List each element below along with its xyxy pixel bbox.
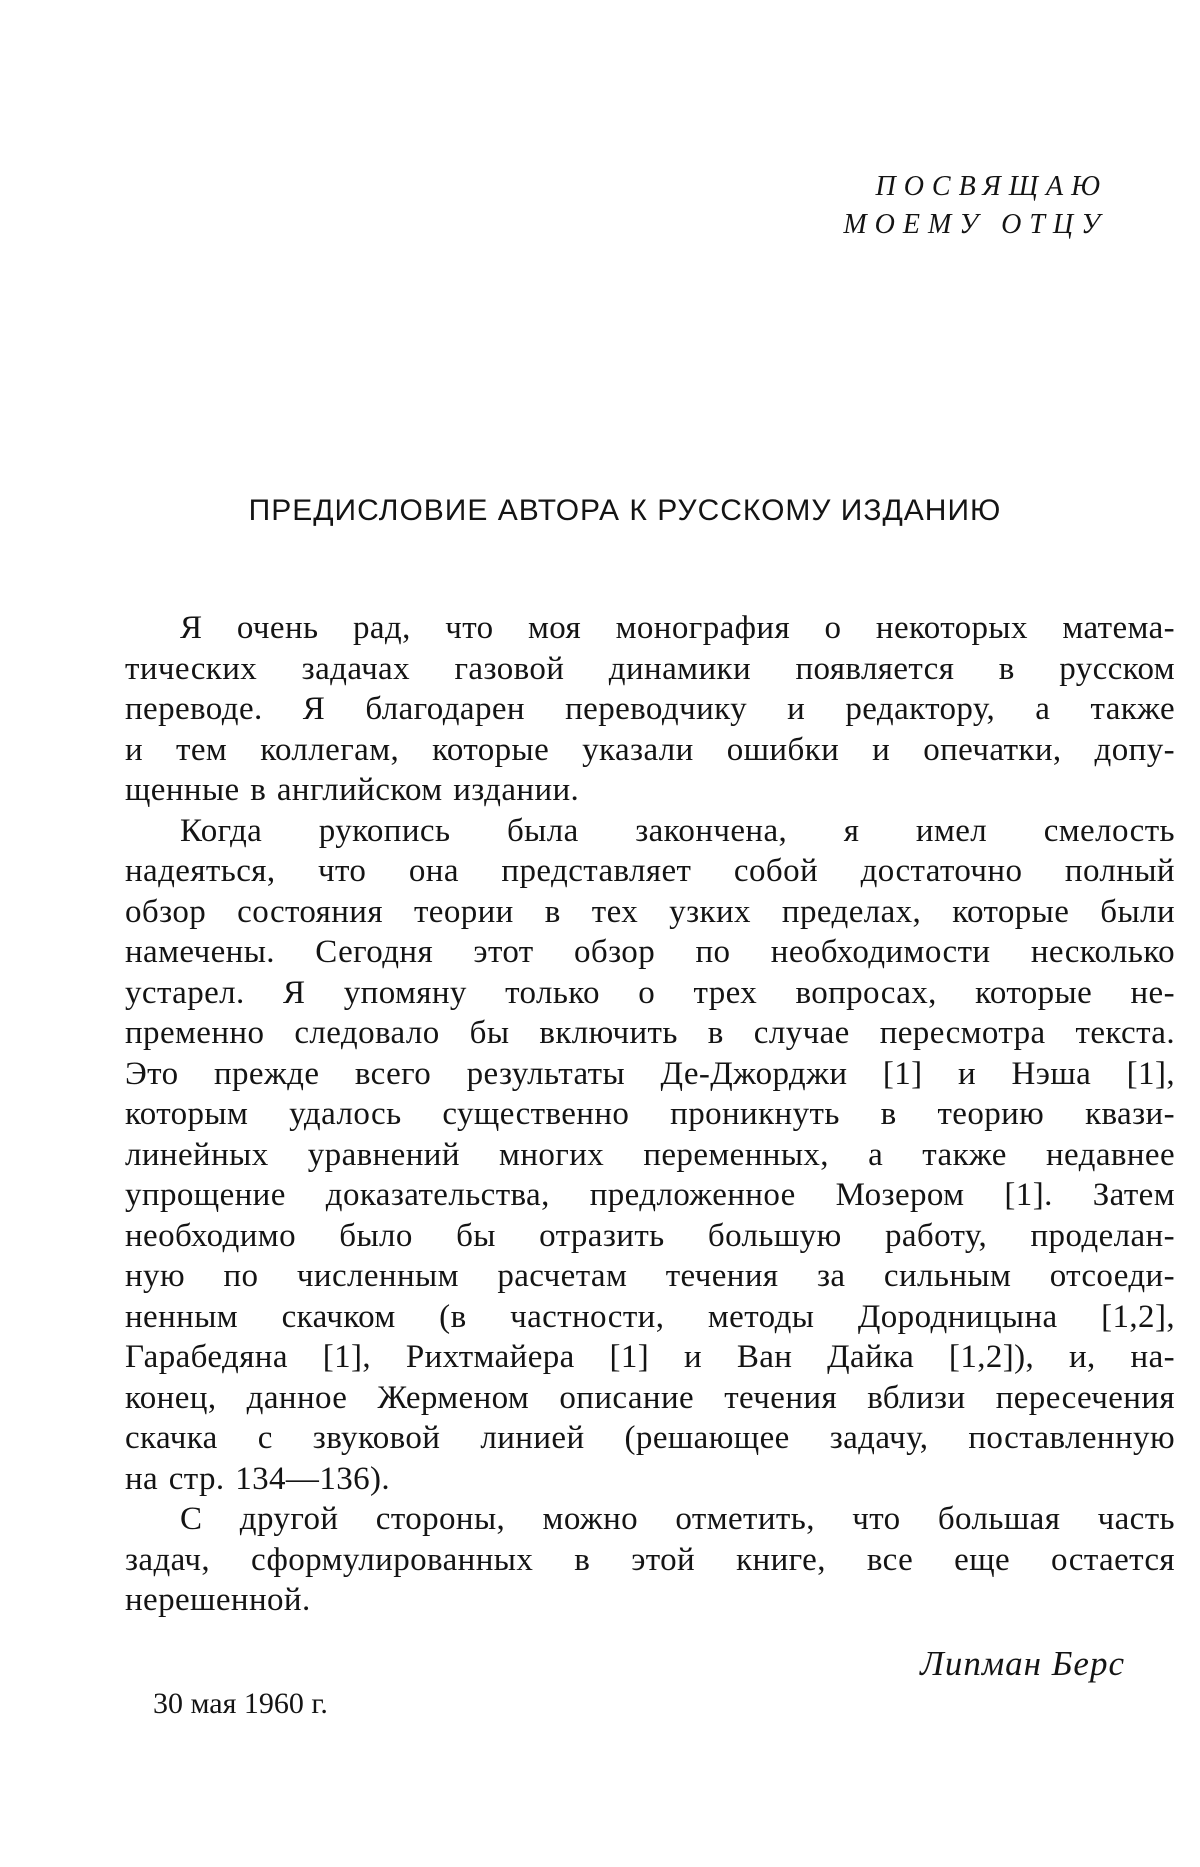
author-signature: Липман Берс [920,1644,1125,1683]
text-line: ненным скачком (в частности, методы Дородницына [1,2], [125,1298,1175,1335]
text-line: скачка с звуковой линией (решающее задачу, поставленную [125,1420,1175,1456]
preface-body [125,608,1175,1621]
text-line: переводе. Я благодарен переводчику и редактору, а также [125,691,1175,727]
dedication [843,168,1108,244]
text-line: Гарабедяна [1], Рихтмайера [1] и Ван Дайка [1,2]), и, на- [125,1339,1175,1375]
text-line: Это прежде всего результаты Де-Джорджи [1] и Нэша [1], [125,1055,1175,1092]
paragraph [125,1499,1175,1621]
paragraph [125,811,1175,1500]
text-line: намечены. Сегодня этот обзор по необходимости несколько [125,934,1175,970]
text-line: надеяться, что она представляет собой достаточно полный [125,853,1175,889]
text-line: щенные в английском издании. [125,772,580,808]
text-line: на стр. 134—136). [125,1460,391,1497]
text-line: ную по численным расчетам течения за сильным отсоеди- [125,1258,1175,1294]
dedication-line-2: МОЕМУ ОТЦУ [843,209,1108,240]
text-line: которым удалось существенно проникнуть в теорию квази- [125,1096,1175,1132]
dedication-line-1: ПОСВЯЩАЮ [875,171,1108,202]
text-line: необходимо было бы отразить большую работу, проделан- [125,1217,1175,1254]
text-line: Когда рукопись была закончена, я имел смелость [180,812,1175,849]
text-line: Я очень рад, что моя монография о некоторых матема- [180,610,1175,646]
text-line: тических задачах газовой динамики появляется в русском [125,650,1175,687]
text-line: и тем коллегам, которые указали ошибки и опечатки, допу- [125,731,1175,768]
text-line: конец, данное Жерменом описание течения вблизи пересечения [125,1379,1175,1416]
text-line: обзор состояния теории в тех узких пределах, которые были [125,893,1175,930]
text-line: упрощение доказательства, предложенное Мозером [1]. Затем [125,1177,1175,1213]
paragraph [125,608,1175,811]
text-line: С другой стороны, можно отметить, что большая часть [180,1501,1175,1537]
preface-heading: ПРЕДИСЛОВИЕ АВТОРА К РУССКОМУ ИЗДАНИЮ [248,494,1002,527]
text-line: задач, сформулированных в этой книге, все еще остается [125,1541,1175,1578]
preface-date: 30 мая 1960 г. [153,1687,328,1720]
text-line: устарел. Я упомяну только о трех вопросах, которые не- [125,974,1175,1011]
text-line: линейных уравнений многих переменных, а также недавнее [125,1136,1175,1173]
text-line: пременно следовало бы включить в случае пересмотра текста. [125,1015,1175,1051]
text-line: нерешенной. [125,1582,311,1618]
